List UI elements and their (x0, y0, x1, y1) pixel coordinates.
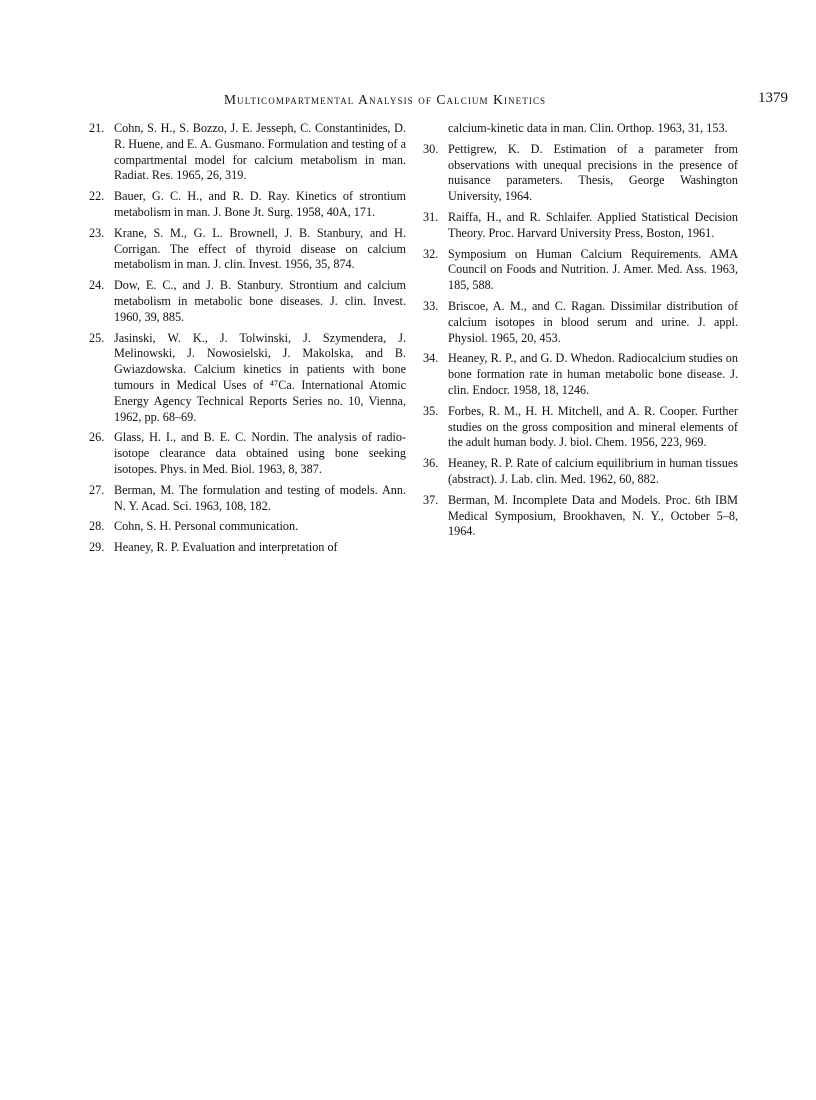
page-number: 1379 (758, 90, 788, 106)
reference-27 (89, 482, 406, 515)
reference-33 (423, 298, 738, 346)
reference-30 (423, 141, 738, 205)
reference-text: Heaney, R. P. Rate of calcium equilibrium in human tissues (abstract). J. Lab. clin. Med. 1962, 60, 882. (448, 456, 738, 486)
reference-26 (89, 430, 406, 477)
reference-22 (89, 189, 406, 221)
reference-text: Berman, M. The formulation and testing of models. Ann. N. Y. Acad. Sci. 1963, 108, 182. (114, 482, 406, 513)
reference-number: 21. (89, 121, 105, 135)
reference-number: 29. (89, 540, 105, 555)
reference-32 (423, 246, 738, 294)
reference-text: calcium-kinetic data in man. Clin. Orthop. 1963, 31, 153. (448, 121, 728, 135)
reference-text: Berman, M. Incomplete Data and Models. Proc. 6th IBM Medical Symposium, Brookhaven, N. Y., October 5–8, 1964. (448, 492, 738, 539)
reference-number: 27. (89, 482, 105, 497)
reference-number: 34. (423, 351, 439, 366)
reference-text: Glass, H. I., and B. E. C. Nordin. The analysis of radio-isotope clearance data obtained using bone seeking isotopes. Phys. in Med. Biol. 1963, 8, 387. (114, 430, 406, 476)
reference-number: 33. (423, 298, 439, 313)
reference-number: 36. (423, 456, 439, 471)
reference-text: Cohn, S. H. Personal communication. (114, 519, 299, 534)
reference-number: 35. (423, 403, 439, 418)
page-header (0, 92, 816, 112)
references-left-column (89, 121, 406, 561)
reference-21 (89, 121, 406, 184)
reference-text: Briscoe, A. M., and C. Ragan. Dissimilar distribution of calcium isotopes in blood serum and urine. J. appl. Physiol. 1965, 20, 453. (448, 298, 738, 345)
reference-text: Heaney, R. P. Evaluation and interpretation of (114, 540, 338, 555)
references-right-column (423, 121, 738, 545)
reference-text: Forbes, R. M., H. H. Mitchell, and A. R. Cooper. Further studies on the gross composition and mineral elements of the adult human body. J. biol. Chem. 1956, 223, 969. (448, 403, 738, 450)
reference-number: 31. (423, 209, 439, 224)
reference-28 (89, 519, 406, 535)
reference-number: 30. (423, 141, 439, 156)
reference-31 (423, 209, 738, 242)
reference-number: 22. (89, 189, 105, 204)
reference-text: Bauer, G. C. H., and R. D. Ray. Kinetics of strontium metabolism in man. J. Bone Jt. Surg. 1958, 40A, 171. (114, 189, 406, 219)
reference-text: Heaney, R. P., and G. D. Whedon. Radiocalcium studies on bone formation rate in human metabolic bone disease. J. clin. Endocr. 1958, 18, 1246. (448, 351, 738, 397)
reference-text: Raiffa, H., and R. Schlaifer. Applied Statistical Decision Theory. Proc. Harvard University Press, Boston, 1961. (448, 209, 738, 240)
reference-36 (423, 456, 738, 488)
reference-23 (89, 225, 406, 273)
reference-text: Dow, E. C., and J. B. Stanbury. Strontium and calcium metabolism in metabolic bone diseases. J. clin. Invest. 1960, 39, 885. (114, 278, 406, 324)
reference-35 (423, 403, 738, 451)
reference-number: 28. (89, 519, 105, 534)
reference-24 (89, 278, 406, 325)
reference-29-continuation (426, 121, 738, 137)
reference-text: Cohn, S. H., S. Bozzo, J. E. Jesseph, C. Constantinides, D. R. Huene, and E. A. Gusmano. Formulation and testing of a compartmental model for calcium metabolism in man. Radiat. Res. 1965, 26, 319. (114, 121, 406, 183)
reference-34 (423, 351, 738, 398)
reference-number: 26. (89, 430, 105, 445)
reference-number: 25. (89, 330, 105, 345)
reference-text: Symposium on Human Calcium Requirements. AMA Council on Foods and Nutrition. J. Amer. Med. Ass. 1963, 185, 588. (448, 246, 738, 293)
reference-37 (423, 492, 738, 540)
reference-number: 32. (423, 246, 439, 261)
reference-number: 24. (89, 278, 105, 293)
reference-number: 23. (89, 225, 105, 240)
reference-text: Pettigrew, K. D. Estimation of a parameter from observations with unequal precisions in the presence of nuisance parameters. Thesis, George Washington University, 1964. (448, 141, 738, 204)
reference-29 (89, 540, 406, 556)
reference-text: Krane, S. M., G. L. Brownell, J. B. Stanbury, and H. Corrigan. The effect of thyroid disease on calcium metabolism in man. J. clin. Invest. 1956, 35, 874. (114, 225, 406, 272)
reference-text: Jasinski, W. K., J. Tolwinski, J. Szymendera, J. Melinowski, J. Nowosielski, J. Makolska, and B. Gwiazdowska. Calcium kinetics in patients with bone tumours in Medical Uses of ⁴⁷Ca. International Atomic Energy Agency Technical Reports Series no. 10, Vienna, 1962, pp. 68–69. (114, 330, 406, 424)
running-title: Multicompartmental Analysis of Calcium Kinetics (224, 92, 547, 107)
reference-25 (89, 330, 406, 426)
reference-number: 37. (423, 492, 439, 507)
